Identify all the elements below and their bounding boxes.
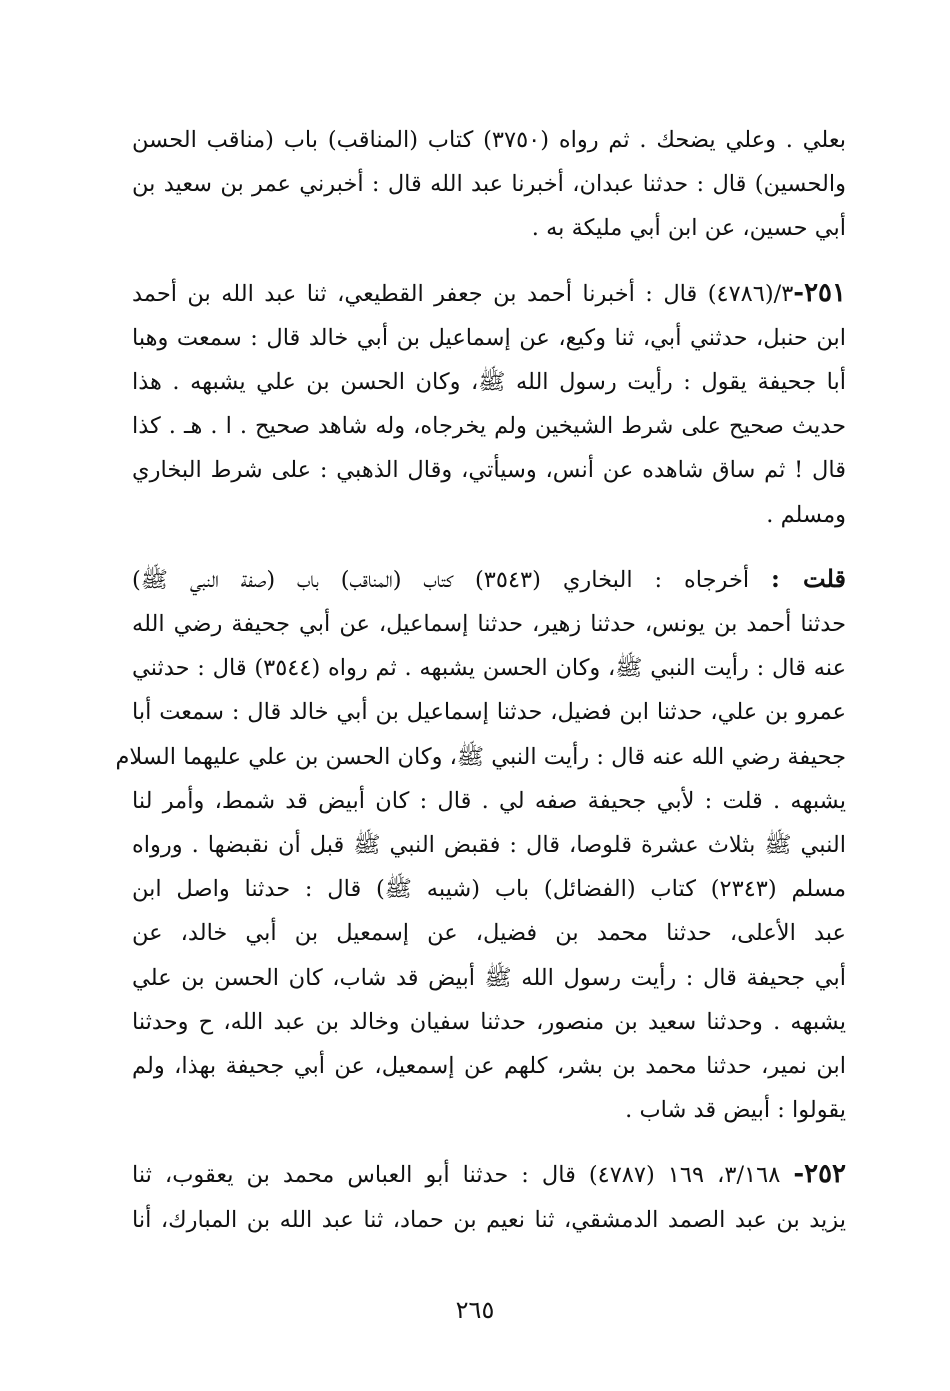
text-line-body: ٣/١٦٨، ١٦٩ (٤٧٨٧) قال : حدثنا أبو العباس محمد بن يعقوب، ثنا	[132, 1162, 781, 1189]
text-line	[132, 1152, 846, 1197]
text-line: يقولوا : أبيض قد شاب .	[625, 1097, 846, 1124]
text-line: جحيفة رضي الله عنه قال : رأيت النبي ﷺ، وكان الحسن بن علي عليهما السلام	[115, 743, 846, 770]
hadith-number: ٢٥١-	[793, 277, 846, 308]
text-line	[132, 271, 846, 316]
text-line: أبي جحيفة قال : رأيت رسول الله ﷺ أبيض قد شاب، كان الحسن بن علي	[132, 964, 846, 991]
paragraph-qult	[115, 557, 846, 1133]
text-line-body: ٣/(٤٧٨٦) قال : أخبرنا أحمد بن جعفر القطيعي، ثنا عبد الله بن أحمد	[132, 280, 794, 307]
text-line: حديث صحيح على شرط الشيخين ولم يخرجاه، وله شاهد صحيح . ا . هـ . كذا	[132, 413, 846, 440]
text-line-body: أخرجاه : البخاري (٣٥٤٣) كتاب (المناقب) باب (صفة النبي ﷺ)	[132, 566, 750, 593]
qult-label: قلت :	[771, 563, 846, 593]
text-line: أبا جحيفة يقول : رأيت رسول الله ﷺ، وكان الحسن بن علي يشبهه . هذا	[132, 369, 846, 396]
paragraph-hadith-251	[132, 271, 846, 537]
text-line: والحسين) قال : حدثنا عبدان، أخبرنا عبد الله قال : أخبرني عمر بن سعيد بن	[132, 171, 846, 198]
hadith-number: ٢٥٢-	[793, 1159, 847, 1190]
page-number: ٢٦٥	[455, 1296, 495, 1324]
text-line: مسلم (٢٣٤٣) كتاب (الفضائل) باب (شيبه ﷺ) قال : حدثنا واصل ابن	[132, 876, 846, 903]
text-line: عمرو بن علي، حدثنا ابن فضيل، حدثنا إسماعيل بن أبي خالد قال : سمعت أبا	[132, 699, 846, 726]
text-line: ابن حنبل، حدثني أبي، ثنا وكيع، عن إسماعيل بن أبي خالد قال : سمعت وهبا	[132, 324, 846, 351]
text-line	[132, 557, 846, 602]
text-line: عبد الأعلى، حدثنا محمد بن فضيل، عن إسمعيل بن أبي خالد، عن	[132, 920, 846, 947]
text-line: النبي ﷺ بثلاث عشرة قلوصا، قال : فقبض النبي ﷺ قبل أن نقبضها . ورواه	[132, 832, 846, 859]
page-body	[115, 118, 847, 1262]
text-line: ومسلم .	[766, 501, 846, 528]
text-line: بعلي . وعلي يضحك . ثم رواه (٣٧٥٠) كتاب (المناقب) باب (مناقب الحسن	[132, 127, 846, 153]
text-line: أبي حسين، عن ابن أبي مليكة به .	[531, 215, 846, 242]
paragraph-hadith-252	[132, 1152, 846, 1241]
text-line: قال ! ثم ساق شاهده عن أنس، وسيأتي، وقال الذهبي : على شرط البخاري	[132, 457, 846, 484]
text-line: ابن نمير، حدثنا محمد بن بشر، كلهم عن إسمعيل، عن أبي جحيفة بهذا، ولم	[132, 1053, 846, 1080]
paragraph-continuation	[132, 118, 846, 251]
text-line: حدثنا أحمد بن يونس، حدثنا زهير، حدثنا إسماعيل، عن أبي جحيفة رضي الله	[132, 611, 846, 638]
text-line: يزيد بن عبد الصمد الدمشقي، ثنا نعيم بن حماد، ثنا عبد الله بن المبارك، أنا	[132, 1206, 846, 1233]
text-line: عنه قال : رأيت النبي ﷺ، وكان الحسن يشبهه . ثم رواه (٣٥٤٤) قال : حدثني	[132, 655, 846, 682]
text-line: يشبهه . قلت : لأبي جحيفة صفه لي . قال : كان أبيض قد شمط، وأمر لنا	[132, 787, 846, 814]
text-line: يشبهه . وحدثنا سعيد بن منصور، حدثنا سفيان وخالد بن عبد الله، ح وحدثنا	[132, 1008, 846, 1035]
